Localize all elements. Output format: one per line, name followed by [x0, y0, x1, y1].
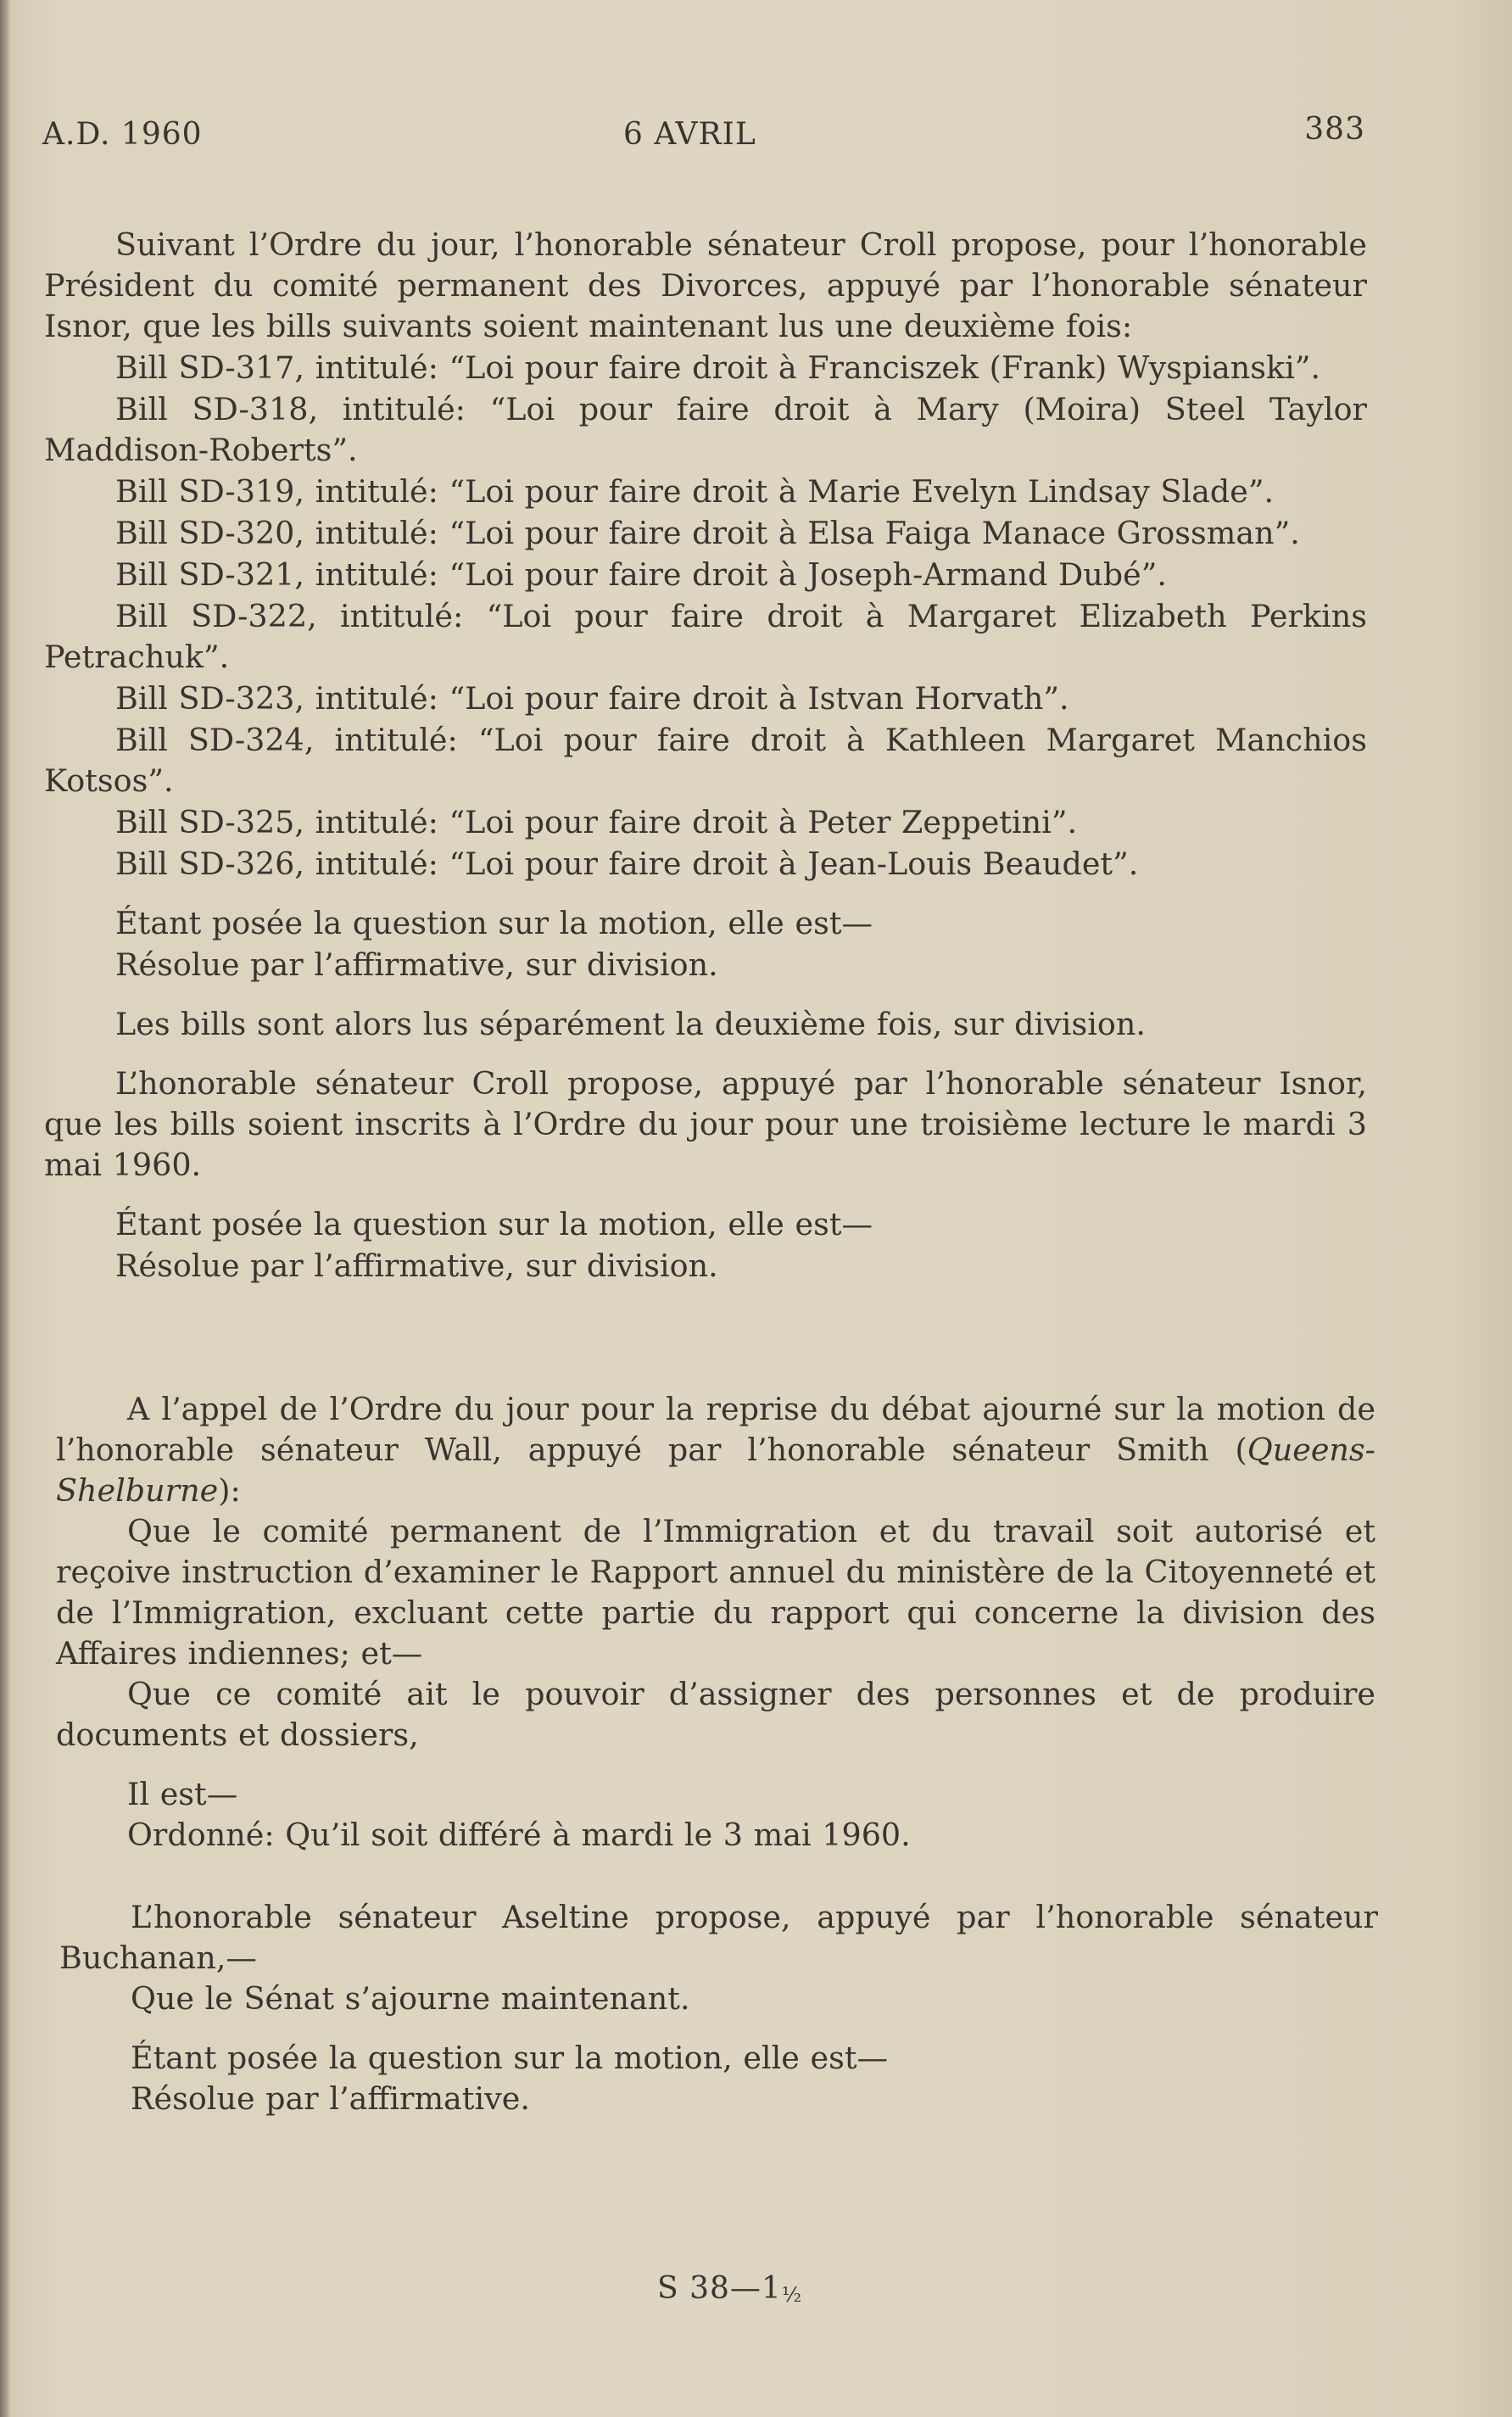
bill-item: Bill SD-317, intitulé: “Loi pour faire droit à Franciszek (Frank) Wyspianski”. [115, 349, 1321, 386]
page-binding-edge [0, 0, 10, 2417]
il-est-line: Il est— [127, 1776, 238, 1812]
bill-item: Bill SD-325, intitulé: “Loi pour faire droit à Peter Zeppetini”. [115, 804, 1078, 840]
motion-clause: Que le comité permanent de l’Immigration et du travail soit autorisé et reçoive instruction d’examiner le Rapport annuel du ministère de la Citoyenneté et de l’Immigration, excluant cette partie du rapport qui concerne la division des Affaires indiennes; et— [56, 1513, 1375, 1672]
motion-clause: Que ce comité ait le pouvoir d’assigner des personnes et de produire documents et dossiers, [56, 1676, 1375, 1753]
bills-read-line: Les bills sont alors lus séparément la deuxième fois, sur division. [115, 1006, 1146, 1042]
adjournment-clause: Que le Sénat s’ajourne maintenant. [131, 1980, 690, 2017]
bill-item: Bill SD-321, intitulé: “Loi pour faire droit à Joseph-Armand Dubé”. [115, 556, 1168, 593]
bill-item: Bill SD-318, intitulé: “Loi pour faire droit à Mary (Moira) Steel Taylor Maddison-Roberts”. [44, 391, 1367, 468]
section-adjournment [59, 1897, 1378, 2119]
bill-item: Bill SD-320, intitulé: “Loi pour faire droit à Elsa Faiga Manace Grossman”. [115, 515, 1300, 551]
resolution-line: Résolue par l’affirmative, sur division. [115, 946, 718, 983]
bill-item: Bill SD-323, intitulé: “Loi pour faire droit à Istvan Horvath”. [115, 680, 1069, 717]
bill-item: Bill SD-322, intitulé: “Loi pour faire droit à Margaret Elizabeth Perkins Petrachuk”. [44, 598, 1367, 675]
bill-item: Bill SD-326, intitulé: “Loi pour faire droit à Jean-Louis Beaudet”. [115, 846, 1139, 882]
order-line: Ordonné: Qu’il soit différé à mardi le 3 mai 1960. [127, 1817, 911, 1853]
adjournment-motion: L’honorable sénateur Aseltine propose, appuyé par l’honorable sénateur Buchanan,— [59, 1899, 1378, 1976]
header-page-number: 383 [1304, 112, 1365, 147]
question-line: Étant posée la question sur la motion, elle est— [131, 2040, 888, 2076]
signature-text: S 38—1 [657, 2271, 782, 2306]
section2-intro-text: A l’appel de l’Ordre du jour pour la reprise du débat ajourné sur la motion de l’honorable sénateur Wall, appuyé par l’honorable sénateur Smith ( [56, 1391, 1375, 1468]
section2-intro-end: ): [218, 1472, 241, 1509]
section-divorce-bills [44, 225, 1367, 1287]
resolution-line: Résolue par l’affirmative. [131, 2080, 530, 2117]
header-year: A.D. 1960 [42, 117, 203, 152]
page-header [42, 112, 1365, 159]
riding-name: Queens-Shelburne [56, 1432, 1375, 1509]
bill-item: Bill SD-324, intitulé: “Loi pour faire droit à Kathleen Margaret Manchios Kotsos”. [44, 722, 1367, 799]
signature-fraction: ½ [781, 2283, 803, 2307]
third-reading-motion: L’honorable sénateur Croll propose, appuyé par l’honorable sénateur Isnor, que les bills soient inscrits à l’Ordre du jour pour une troisième lecture le mardi 3 mai 1960. [44, 1065, 1367, 1183]
header-date: 6 AVRIL [623, 117, 756, 152]
signature-mark [657, 2271, 802, 2307]
section1-intro: Suivant l’Ordre du jour, l’honorable sénateur Croll propose, pour l’honorable Président du comité permanent des Divorces, appuyé par l’honorable sénateur Isnor, que les bills suivants soient maintenant lus une deuxième fois: [44, 226, 1367, 344]
section-immigration-motion [56, 1389, 1375, 1856]
question-line: Étant posée la question sur la motion, elle est— [115, 1206, 873, 1242]
question-line: Étant posée la question sur la motion, elle est— [115, 905, 873, 941]
resolution-line: Résolue par l’affirmative, sur division. [115, 1248, 718, 1284]
bill-item: Bill SD-319, intitulé: “Loi pour faire droit à Marie Evelyn Lindsay Slade”. [115, 473, 1275, 510]
section2-intro [56, 1389, 1375, 1511]
